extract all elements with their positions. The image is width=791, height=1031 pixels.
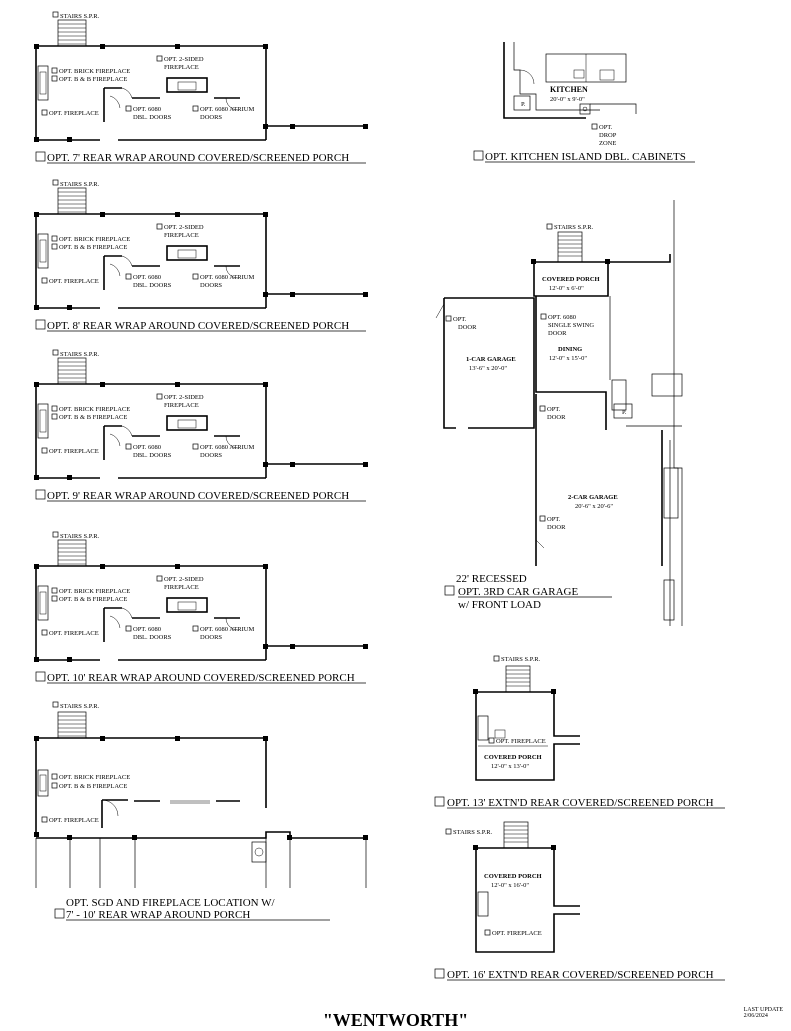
option-checkbox[interactable]	[36, 490, 45, 499]
bb-fireplace-label: OPT. B & B FIREPLACE	[59, 244, 128, 251]
option-checkbox[interactable]	[36, 152, 45, 161]
fireplace-icon	[38, 586, 48, 620]
option-checkbox[interactable]	[540, 406, 545, 411]
dining-size: 12'-0" x 15'-0"	[549, 355, 587, 362]
option-checkbox[interactable]	[126, 626, 131, 631]
option-checkbox[interactable]	[193, 274, 198, 279]
option-checkbox[interactable]	[435, 797, 444, 806]
fireplace-label: OPT. FIREPLACE	[49, 448, 99, 455]
covered-porch-size: 12'-0" x 13'-0"	[491, 763, 529, 770]
option-checkbox[interactable]	[52, 414, 57, 419]
option-checkbox[interactable]	[540, 516, 545, 521]
two-sided-fireplace-label: OPT. 2-SIDED	[164, 394, 204, 401]
brick-fireplace-label: OPT. BRICK FIREPLACE	[59, 236, 131, 243]
atrium-doors-label: DOORS	[200, 452, 223, 459]
option-checkbox[interactable]	[52, 588, 57, 593]
garage-plan	[436, 200, 682, 626]
atrium-doors-label: OPT. 6080 ATRIUM	[200, 274, 255, 281]
option-checkbox[interactable]	[126, 274, 131, 279]
two-car-garage-label: 2-CAR GARAGE	[568, 494, 618, 501]
stairs-label: STAIRS S.P.R.	[501, 656, 541, 663]
option-checkbox[interactable]	[52, 68, 57, 73]
option-checkbox[interactable]	[157, 576, 162, 581]
option-checkbox[interactable]	[52, 406, 57, 411]
option-checkbox[interactable]	[193, 106, 198, 111]
atrium-doors-label: OPT. 6080 ATRIUM	[200, 444, 255, 451]
atrium-doors-label: DOORS	[200, 634, 223, 641]
option-checkbox[interactable]	[126, 106, 131, 111]
stairs	[58, 712, 86, 738]
two-sided-fireplace-icon	[167, 416, 207, 430]
option-checkbox[interactable]	[55, 909, 64, 918]
opt-door-label: OPT.	[453, 316, 467, 323]
option-checkbox[interactable]	[157, 394, 162, 399]
stairs-label: STAIRS S.P.R.	[60, 13, 100, 20]
fireplace-icon	[38, 404, 48, 438]
atrium-doors-label: DOORS	[200, 114, 223, 121]
option-checkbox[interactable]	[52, 774, 57, 779]
drop-zone-label: DROP	[599, 132, 617, 139]
last-update-date: 2/06/2024	[743, 1013, 768, 1019]
fireplace-icon	[38, 234, 48, 268]
option-checkbox[interactable]	[547, 224, 552, 229]
option-checkbox[interactable]	[541, 314, 546, 319]
opt-door-label: OPT.	[547, 516, 561, 523]
dbl-doors-label: OPT. 6080	[133, 106, 162, 113]
one-car-garage-label: 1-CAR GARAGE	[466, 356, 516, 363]
option-checkbox[interactable]	[193, 444, 198, 449]
option-checkbox[interactable]	[446, 316, 451, 321]
sgd-fireplace-plan	[34, 702, 368, 921]
fireplace-icon	[252, 842, 266, 862]
two-sided-fireplace-label: FIREPLACE	[164, 584, 199, 591]
option-checkbox[interactable]	[445, 586, 454, 595]
option-checkbox[interactable]	[53, 702, 58, 707]
stairs-label: STAIRS S.P.R.	[60, 181, 100, 188]
dbl-doors-label: DBL. DOORS	[133, 114, 172, 121]
stairs	[506, 666, 530, 692]
option-checkbox[interactable]	[592, 124, 597, 129]
fireplace-icon	[38, 66, 48, 100]
two-sided-fireplace-label: OPT. 2-SIDED	[164, 576, 204, 583]
extend-13-caption: OPT. 13' EXTN'D REAR COVERED/SCREENED PORCH	[447, 797, 714, 809]
extend-16-caption: OPT. 16' EXTN'D REAR COVERED/SCREENED PORCH	[447, 969, 714, 981]
extend-16-plan	[435, 822, 725, 981]
option-checkbox[interactable]	[489, 738, 494, 743]
option-checkbox[interactable]	[53, 532, 58, 537]
option-checkbox[interactable]	[52, 244, 57, 249]
option-checkbox[interactable]	[42, 630, 47, 635]
stairs	[58, 540, 86, 566]
option-checkbox[interactable]	[42, 278, 47, 283]
porch-option-caption: OPT. 7' REAR WRAP AROUND COVERED/SCREENED PORCH	[47, 152, 350, 164]
bb-fireplace-label: OPT. B & B FIREPLACE	[59, 596, 128, 603]
opt-door-label: OPT.	[547, 406, 561, 413]
sgd-caption-line2: 7' - 10' REAR WRAP AROUND PORCH	[66, 909, 251, 921]
plan-title: "WENTWORTH"	[322, 1010, 469, 1030]
covered-porch-label: COVERED PORCH	[484, 754, 542, 761]
one-car-garage-size: 13'-6" x 20'-0"	[469, 365, 507, 372]
single-door-label: DOOR	[548, 330, 567, 337]
pantry-label: P.	[521, 101, 526, 108]
option-checkbox[interactable]	[36, 320, 45, 329]
covered-porch-size: 12'-0" x 16'-0"	[491, 882, 529, 889]
two-car-garage-size: 20'-6" x 20'-6"	[575, 503, 613, 510]
fireplace-label: OPT. FIREPLACE	[496, 738, 546, 745]
opt-door-label: DOOR	[458, 324, 477, 331]
stairs-label: STAIRS S.P.R.	[453, 829, 493, 836]
option-checkbox[interactable]	[42, 448, 47, 453]
stairs-label: STAIRS S.P.R.	[60, 703, 100, 710]
opt-door-label: DOOR	[547, 414, 566, 421]
garage-caption-line3: w/ FRONT LOAD	[458, 599, 541, 611]
dbl-doors-label: DBL. DOORS	[133, 452, 172, 459]
last-update-block	[744, 1007, 783, 1019]
fireplace-icon	[478, 716, 488, 740]
stairs	[58, 358, 86, 384]
brick-fireplace-label: OPT. BRICK FIREPLACE	[59, 406, 131, 413]
stairs	[58, 20, 86, 46]
opt-door-label: DOOR	[547, 524, 566, 531]
dining-label: DINING	[558, 346, 583, 353]
stairs-label: STAIRS S.P.R.	[554, 224, 594, 231]
two-sided-fireplace-icon	[167, 78, 207, 92]
bb-fireplace-label: OPT. B & B FIREPLACE	[59, 783, 128, 790]
two-sided-fireplace-icon	[167, 598, 207, 612]
option-checkbox[interactable]	[157, 56, 162, 61]
kitchen-size: 20'-0" x 9'-0"	[550, 96, 585, 103]
stairs-label: STAIRS S.P.R.	[60, 351, 100, 358]
stairs	[558, 232, 582, 262]
wrap-porch-plan	[34, 532, 368, 684]
option-checkbox[interactable]	[52, 783, 57, 788]
option-checkbox[interactable]	[485, 930, 490, 935]
drop-zone-label: ZONE	[599, 140, 617, 147]
single-door-label: SINGLE SWING	[548, 322, 595, 329]
garage-caption-line2: OPT. 3RD CAR GARAGE	[458, 586, 579, 598]
two-sided-fireplace-icon	[167, 246, 207, 260]
single-door-label: OPT. 6080	[548, 314, 577, 321]
sgd-caption-line1: OPT. SGD AND FIREPLACE LOCATION W/	[66, 897, 275, 909]
atrium-doors-label: OPT. 6080 ATRIUM	[200, 626, 255, 633]
stairs	[504, 822, 528, 848]
bb-fireplace-label: OPT. B & B FIREPLACE	[59, 76, 128, 83]
fireplace-label: OPT. FIREPLACE	[492, 930, 542, 937]
window-bay	[664, 468, 678, 518]
stairs-label: STAIRS S.P.R.	[60, 533, 100, 540]
option-checkbox[interactable]	[52, 596, 57, 601]
kitchen-name: KITCHEN	[550, 85, 588, 94]
brick-fireplace-label: OPT. BRICK FIREPLACE	[59, 774, 131, 781]
covered-porch-label: COVERED PORCH	[484, 873, 542, 880]
wrap-porch-plan	[34, 350, 368, 502]
kitchen-island-plan	[474, 42, 695, 163]
option-checkbox[interactable]	[42, 817, 47, 822]
option-checkbox[interactable]	[53, 350, 58, 355]
bb-fireplace-label: OPT. B & B FIREPLACE	[59, 414, 128, 421]
option-checkbox[interactable]	[193, 626, 198, 631]
option-checkbox[interactable]	[42, 110, 47, 115]
kitchen-caption: OPT. KITCHEN ISLAND DBL. CABINETS	[485, 151, 686, 163]
two-sided-fireplace-label: OPT. 2-SIDED	[164, 56, 204, 63]
atrium-doors-label: DOORS	[200, 282, 223, 289]
stairs	[58, 188, 86, 214]
option-checkbox[interactable]	[126, 444, 131, 449]
drop-zone-label: OPT.	[599, 124, 613, 131]
plan-title-block	[0, 1010, 791, 1031]
two-sided-fireplace-label: FIREPLACE	[164, 402, 199, 409]
atrium-doors-label: OPT. 6080 ATRIUM	[200, 106, 255, 113]
fireplace-label: OPT. FIREPLACE	[49, 817, 99, 824]
option-checkbox[interactable]	[53, 12, 58, 17]
option-checkbox[interactable]	[52, 76, 57, 81]
fireplace-label: OPT. FIREPLACE	[49, 630, 99, 637]
option-checkbox[interactable]	[435, 969, 444, 978]
option-checkbox[interactable]	[494, 656, 499, 661]
fireplace-icon	[478, 892, 488, 916]
dbl-doors-label: OPT. 6080	[133, 626, 162, 633]
option-checkbox[interactable]	[53, 180, 58, 185]
dbl-doors-label: DBL. DOORS	[133, 282, 172, 289]
option-checkbox[interactable]	[36, 672, 45, 681]
fireplace-label: OPT. FIREPLACE	[49, 278, 99, 285]
last-update-label: LAST UPDATE	[743, 1007, 783, 1013]
dbl-doors-label: OPT. 6080	[133, 274, 162, 281]
sink-icon	[574, 70, 584, 78]
porch-option-caption: OPT. 8' REAR WRAP AROUND COVERED/SCREENED PORCH	[47, 320, 350, 332]
fireplace-label: OPT. FIREPLACE	[49, 110, 99, 117]
extend-13-plan	[435, 656, 725, 809]
dbl-doors-label: DBL. DOORS	[133, 634, 172, 641]
brick-fireplace-label: OPT. BRICK FIREPLACE	[59, 68, 131, 75]
covered-porch-label: COVERED PORCH	[542, 276, 600, 283]
two-sided-fireplace-label: FIREPLACE	[164, 64, 199, 71]
pantry-label: P.	[622, 409, 627, 416]
covered-porch-size: 12'-0" x 6'-0"	[549, 285, 584, 292]
garage-caption-line1: 22' RECESSED	[456, 573, 527, 585]
two-sided-fireplace-label: OPT. 2-SIDED	[164, 224, 204, 231]
option-checkbox[interactable]	[52, 236, 57, 241]
fireplace-icon	[38, 770, 48, 796]
dbl-doors-label: OPT. 6080	[133, 444, 162, 451]
range-icon	[580, 104, 590, 114]
option-checkbox[interactable]	[157, 224, 162, 229]
wrap-porch-plan	[34, 12, 368, 164]
porch-option-caption: OPT. 10' REAR WRAP AROUND COVERED/SCREENED PORCH	[47, 672, 355, 684]
two-sided-fireplace-label: FIREPLACE	[164, 232, 199, 239]
option-checkbox[interactable]	[474, 151, 483, 160]
porch-option-caption: OPT. 9' REAR WRAP AROUND COVERED/SCREENED PORCH	[47, 490, 350, 502]
brick-fireplace-label: OPT. BRICK FIREPLACE	[59, 588, 131, 595]
wrap-porch-plan	[34, 180, 368, 332]
option-checkbox[interactable]	[446, 829, 451, 834]
